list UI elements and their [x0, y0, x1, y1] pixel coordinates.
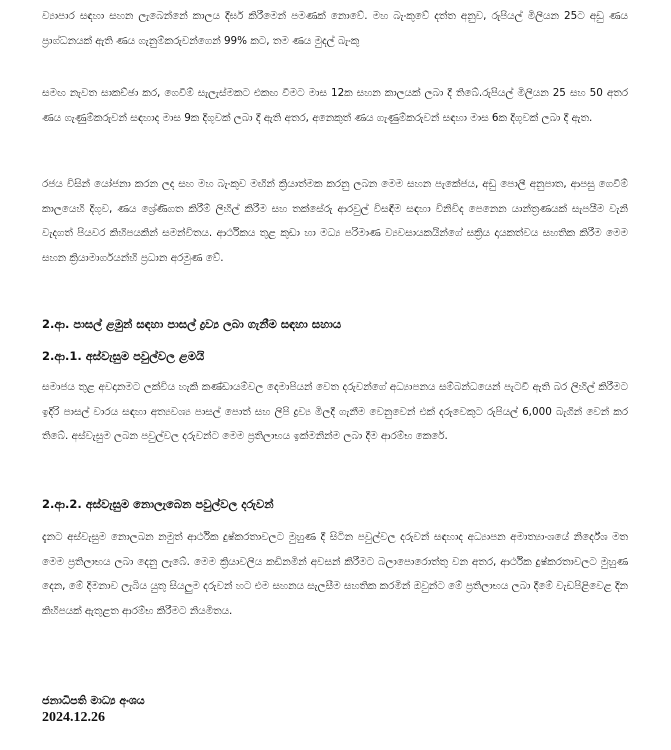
- subsection-2-paragraph: දැනට අස්වැසුම නොලබන නමුත් ආර්ථික දුෂ්කරතාවලට මුහුණ දී සිටින පවුල්වල දරුවන් සඳහාද අධ්‍යාපන අමාත්‍යාංශයේ නිර්දේශ මත මෙම ප්‍රතිලාභය ලබා දෙනු ලැබේ. මෙම ක්‍රියාවලිය කඩිනමින් අවසන් කිරීමට බලාපොරොත්තු වන අතර, ආර්ථික දුෂ්කරතාවලට මුහුණ දෙන, මේ දිමනාව ලැබිය යුතු සියලුම දරුවන් හට එම සහනය සැලසීම සහතික කරමින් ඔවුන්ට මේ ප්‍රතිලාභය ලබා දීමේ වැඩපිළිවෙළ දින කිහිපයක් ඇතුළත ආරම්භ කිරීමට නියමිතය.: [42, 531, 628, 617]
- document-date: 2024.12.26: [42, 710, 105, 725]
- paragraph-grace-period: සමඟ නැවත සාකච්ඡා කර, ගෙවීම් සැලැස්මකට එකඟ වීමට මාස 12ක සහන කාලයක් ලබා දී තිබේ.රුපියල් මිලියන 25 සහ 50 අතර ණය ගැණුම්කරුවන් සඳහාද මාස 9ක දිගුවක් ලබා දී ඇති අතර, අනෙකුත් ණය ගැණුම්කරුවන් සඳහා මාස 6ක දිගුවක් ලබා දී ඇත.: [42, 87, 628, 124]
- subsection-1-paragraph: සමාජය තුළ අවදානමට ලක්විය හැකි කණ්ඩායම්වල දෙමාපියන් වෙත දරුවන්ගේ අධ්‍යාපනය සම්බන්ධයෙන් පැටවී ඇති බර ලිහිල් කිරීමට ඉදිරි පාසල් වාරය සඳහා අත්‍යවශ්‍ය පාසල් පොත් සහ ලිපි ද්‍රව්‍ය මිලදී ගැනීම වෙනුවෙන් එක් දරුවෙකුට රුපියල් 6,000 බැගින් වෙන් කර තිබේ. අස්වැසුම ලබන පවුල්වල දරුවන්ට මෙම ප්‍රතිලාභය ඉක්මනින්ම ලබා දීම ආරම්භ කෙරේ.: [42, 381, 628, 442]
- section-heading: 2.ආ. පාසල් ළමුන් සඳහා පාසල් ද්‍රව්‍ය ලබා ගැනීම සඳහා සහාය: [42, 317, 342, 331]
- paragraph-business-relief: ව්‍යාපාර සඳහා සහන ලැබෙන්නේ කාලය දීර්ඝ කිරීමෙන් පමණක් නොවේ. මහ බැංකුවේ දත්ත අනුව, රුපියල් මිලියන 25ට අඩු ණය ප්‍රාග්ධනයක් ඇති ණය ගැනුම්කරුවන්ගෙන් 99% කට, තම ණය මුදල් බැංකු: [42, 10, 628, 47]
- subsection-2-heading: 2.ආ.2. අස්වැසුම නොලැබෙන පවුල්වල දරුවන්: [42, 497, 274, 511]
- paragraph-relief-package: රජය විසින් යෝජනා කරන ලද සහ මහ බැංකුව මඟින් ක්‍රියාත්මක කරනු ලබන මෙම සහන පැකේජය, අඩු පොලී අනුපාත, ආපසු ගෙවීම් කාලයෙහි දිගුව, ණය ශ්‍රේණිගත කිරීම් ලිහිල් කිරීම සහ තක්සේරු ආරවුල් විසඳීම සඳහා විනිවිද පෙනෙන යාන්ත්‍රණයක් සැපයීම වැනි වැදගත් පියවර කිහිපයකින් සමන්විතය. ආර්ථිකය තුළ කුඩා හා මධ්‍ය පරිමාණ ව්‍යවසායකයින්ගේ සක්‍රිය දායකත්වය සහතික කිරීම මෙම සහන ක්‍රියාමාර්ගයන්හි ප්‍රධාන අරමුණ වේ.: [42, 178, 628, 264]
- subsection-1-heading: 2.ආ.1. අස්වැසුම පවුල්වල ළමයි: [42, 349, 205, 363]
- signature-department: ජනාධිපති මාධ්‍ය අංශය: [42, 694, 145, 707]
